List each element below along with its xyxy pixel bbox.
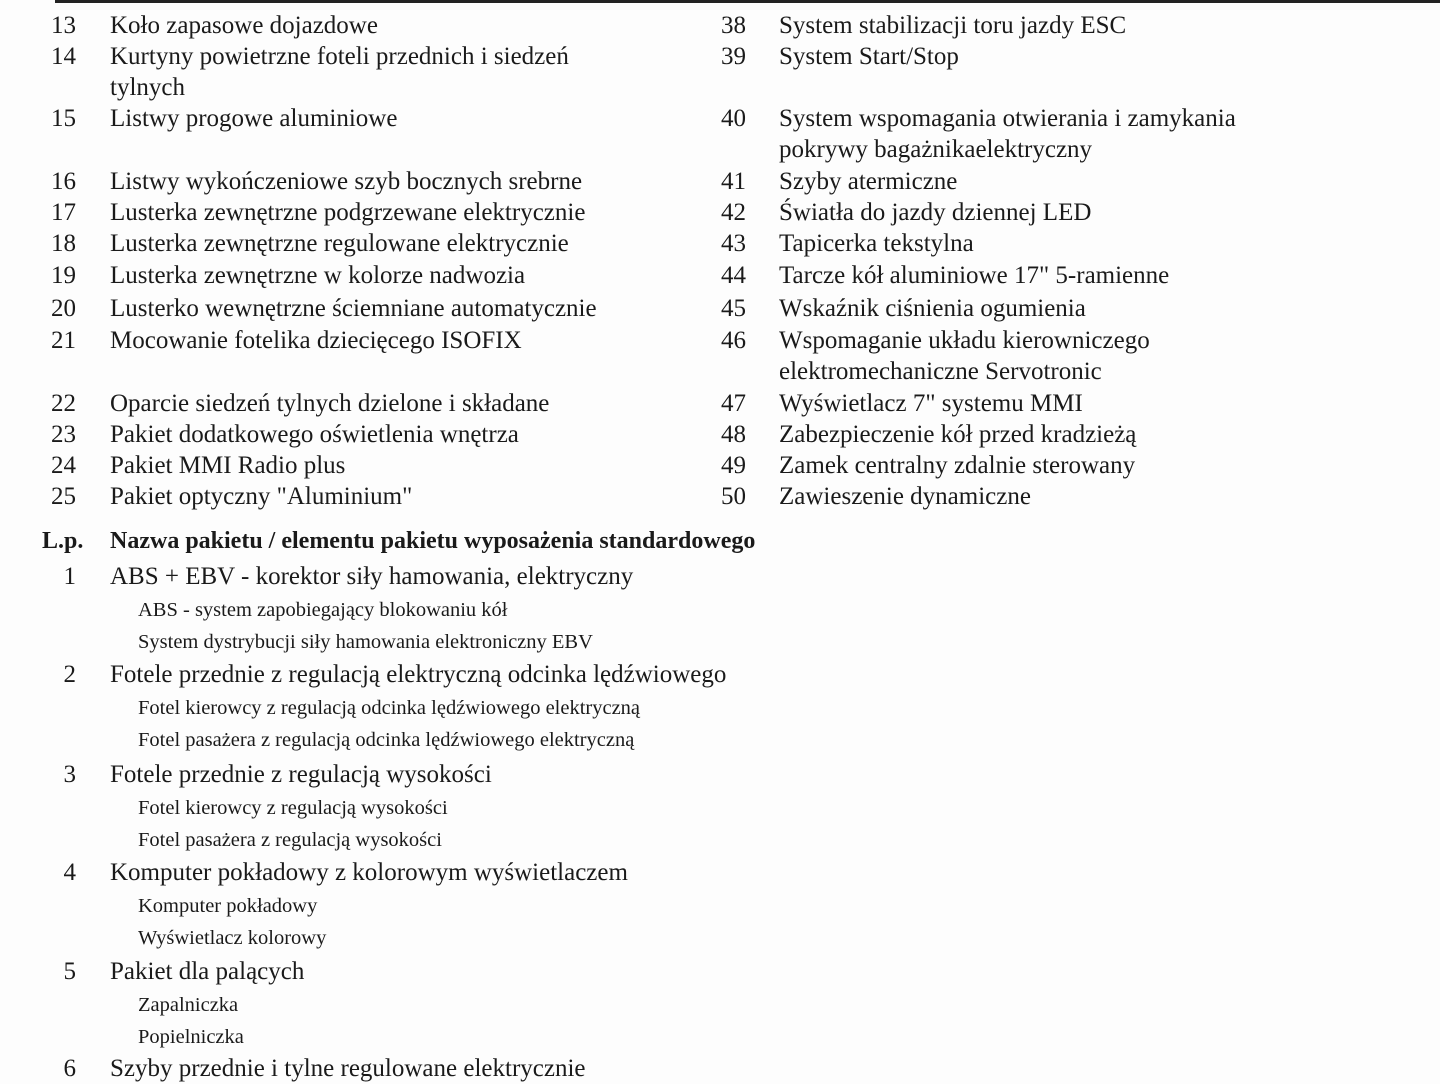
item-label: Wspomaganie układu kierowniczego [779, 327, 1150, 354]
item-label: Koło zapasowe dojazdowe [110, 12, 378, 39]
item-number: 24 [51, 452, 76, 479]
column-header-name: Nazwa pakietu / elementu pakietu wyposażenia standardowego [110, 528, 756, 554]
package-label: Pakiet dla palących [110, 958, 305, 985]
item-label-continuation: pokrywy bagażnikaelektryczny [779, 136, 1093, 163]
package-number: 4 [63, 859, 76, 886]
item-label: Pakiet MMI Radio plus [110, 452, 346, 479]
item-number: 50 [721, 483, 746, 510]
item-number: 20 [51, 295, 76, 322]
package-number: 6 [63, 1055, 76, 1082]
item-label: Wyświetlacz 7" systemu MMI [779, 390, 1083, 417]
package-label: Fotele przednie z regulacją elektryczną odcinka lędźwiowego [110, 661, 727, 688]
package-label: Komputer pokładowy z kolorowym wyświetlaczem [110, 859, 628, 886]
item-number: 41 [721, 168, 746, 195]
item-number: 40 [721, 105, 746, 132]
item-label-continuation: elektromechaniczne Servotronic [779, 358, 1102, 385]
item-number: 49 [721, 452, 746, 479]
item-number: 39 [721, 43, 746, 70]
item-number: 13 [51, 12, 76, 39]
item-number: 44 [721, 262, 746, 289]
item-label: Światła do jazdy dziennej LED [779, 199, 1092, 226]
item-label: Pakiet optyczny "Aluminium" [110, 483, 413, 510]
item-label: Listwy progowe aluminiowe [110, 105, 398, 132]
item-label: Mocowanie fotelika dziecięcego ISOFIX [110, 327, 522, 354]
item-label: Lusterka zewnętrzne regulowane elektrycznie [110, 230, 569, 257]
item-number: 18 [51, 230, 76, 257]
item-label: Tarcze kół aluminiowe 17" 5-ramienne [779, 262, 1170, 289]
package-subitem-label: Zapalniczka [138, 994, 239, 1016]
item-number: 48 [721, 421, 746, 448]
item-label: Pakiet dodatkowego oświetlenia wnętrza [110, 421, 519, 448]
package-label: Szyby przednie i tylne regulowane elektrycznie [110, 1055, 586, 1082]
item-number: 42 [721, 199, 746, 226]
item-label: Tapicerka tekstylna [779, 230, 974, 257]
package-number: 5 [63, 958, 76, 985]
item-number: 38 [721, 12, 746, 39]
table-top-border [55, 0, 1440, 3]
item-label: Zamek centralny zdalnie sterowany [779, 452, 1136, 479]
item-number: 46 [721, 327, 746, 354]
package-subitem-label: Fotel pasażera z regulacją odcinka lędźwiowego elektryczną [138, 728, 635, 751]
package-number: 2 [63, 661, 76, 688]
item-label: Wskaźnik ciśnienia ogumienia [779, 295, 1086, 322]
package-subitem-label: System dystrybucji siły hamowania elektroniczny EBV [138, 630, 593, 653]
item-label: Zabezpieczenie kół przed kradzieżą [779, 421, 1137, 448]
item-number: 47 [721, 390, 746, 417]
item-number: 43 [721, 230, 746, 257]
item-number: 15 [51, 105, 76, 132]
item-number: 25 [51, 483, 76, 510]
item-label: System wspomagania otwierania i zamykania [779, 105, 1236, 132]
item-label: Lusterka zewnętrzne podgrzewane elektrycznie [110, 199, 586, 226]
item-label: Szyby atermiczne [779, 168, 958, 195]
package-subitem-label: Komputer pokładowy [138, 895, 318, 917]
item-number: 14 [51, 43, 76, 70]
item-label: System stabilizacji toru jazdy ESC [779, 12, 1127, 39]
item-label: Zawieszenie dynamiczne [779, 483, 1031, 510]
item-number: 19 [51, 262, 76, 289]
item-label-continuation: tylnych [110, 74, 185, 101]
item-number: 16 [51, 168, 76, 195]
column-header-lp: L.p. [42, 528, 84, 554]
item-number: 21 [51, 327, 76, 354]
package-subitem-label: ABS - system zapobiegający blokowaniu kół [138, 599, 508, 621]
package-number: 3 [63, 761, 76, 788]
item-label: Lusterka zewnętrzne w kolorze nadwozia [110, 262, 526, 289]
item-label: Lusterko wewnętrzne ściemniane automatycznie [110, 295, 597, 322]
item-label: Oparcie siedzeń tylnych dzielone i składane [110, 390, 550, 417]
item-number: 17 [51, 199, 76, 226]
item-number: 45 [721, 295, 746, 322]
item-number: 23 [51, 421, 76, 448]
item-label: Listwy wykończeniowe szyb bocznych srebrne [110, 168, 583, 195]
package-subitem-label: Fotel kierowcy z regulacją wysokości [138, 797, 448, 819]
item-number: 22 [51, 390, 76, 417]
package-subitem-label: Fotel kierowcy z regulacją odcinka lędźwiowego elektryczną [138, 697, 641, 719]
package-label: Fotele przednie z regulacją wysokości [110, 761, 492, 788]
package-subitem-label: Fotel pasażera z regulacją wysokości [138, 828, 442, 851]
package-subitem-label: Wyświetlacz kolorowy [138, 926, 327, 949]
item-label: System Start/Stop [779, 43, 959, 70]
item-label: Kurtyny powietrzne foteli przednich i siedzeń [110, 43, 569, 70]
package-number: 1 [63, 563, 76, 590]
package-subitem-label: Popielniczka [138, 1025, 244, 1048]
package-label: ABS + EBV - korektor siły hamowania, elektryczny [110, 563, 634, 590]
